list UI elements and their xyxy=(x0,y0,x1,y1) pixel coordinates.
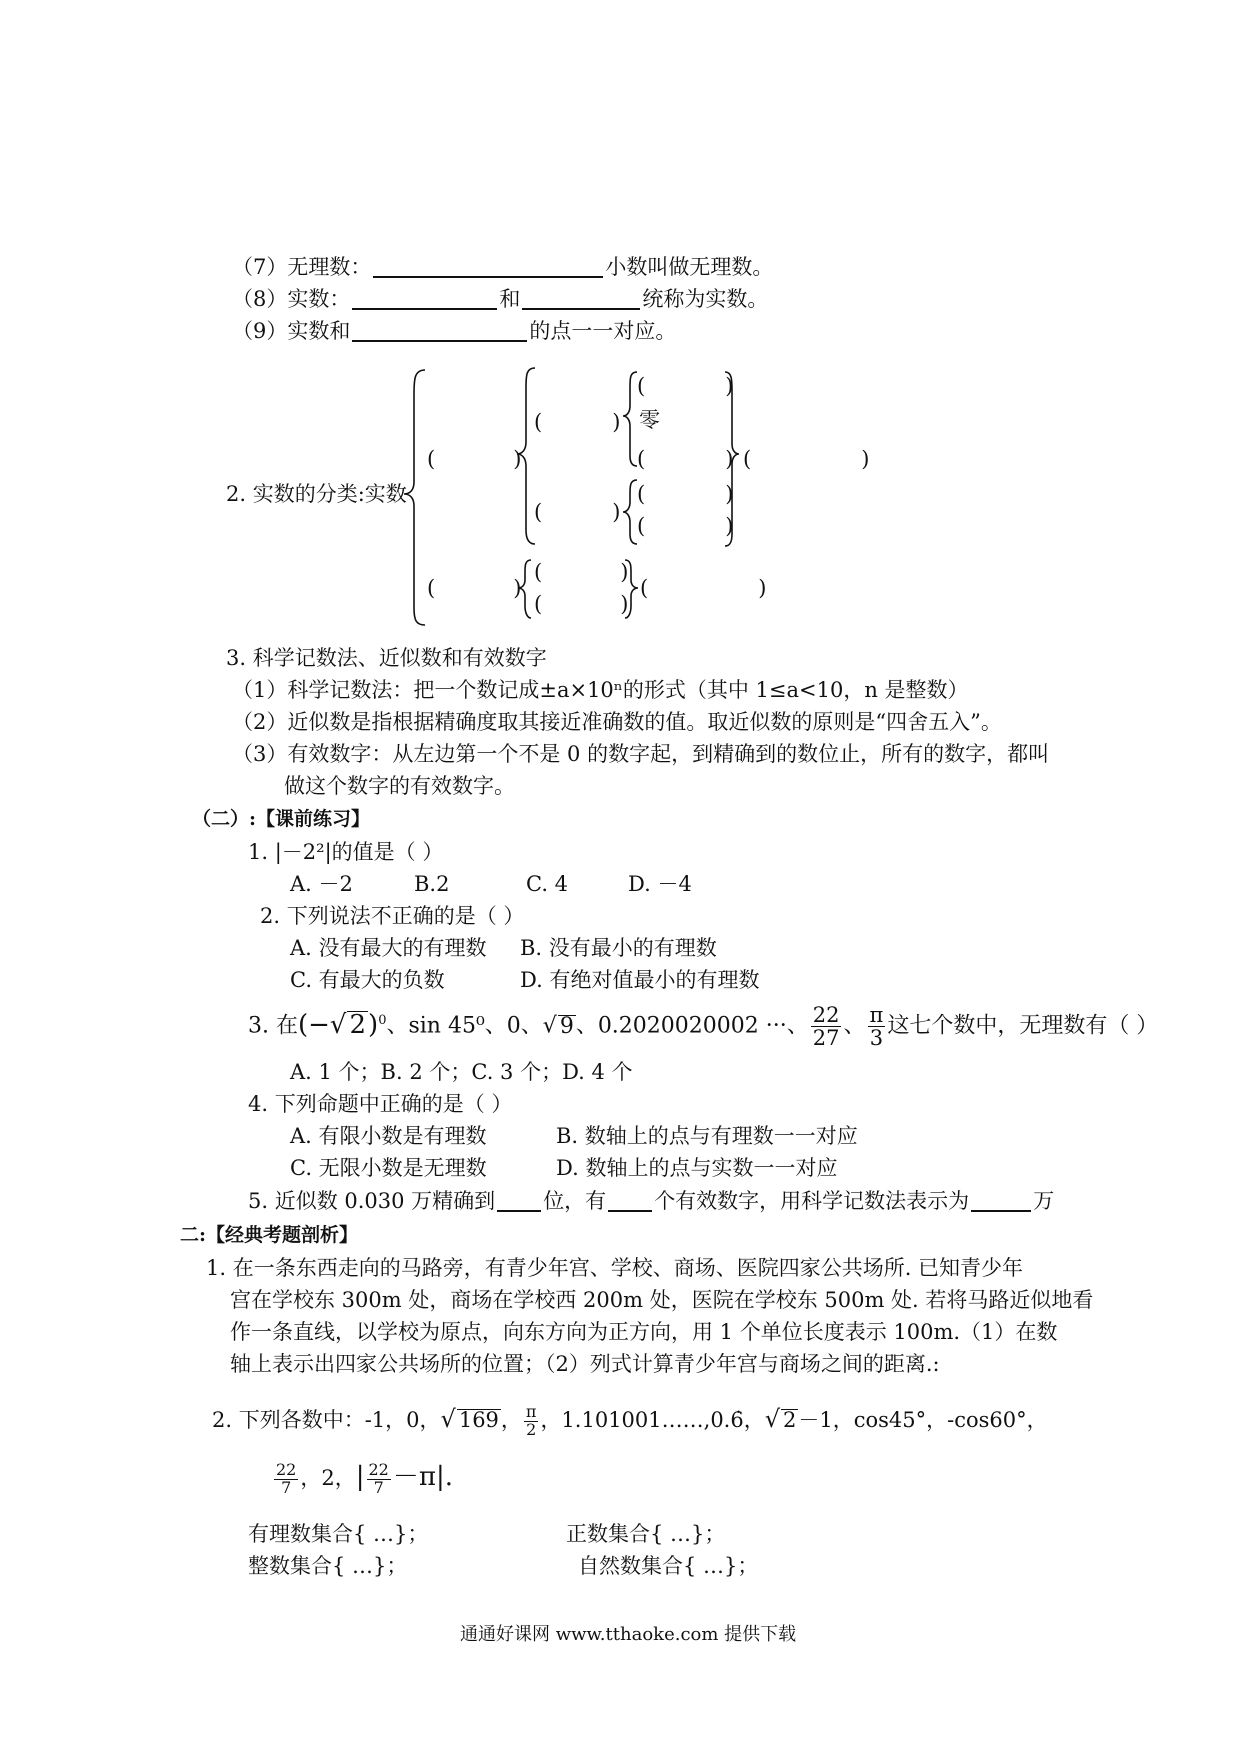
class-positive-paren: ( ) xyxy=(534,410,621,434)
q1-option-c: C. 4 xyxy=(526,872,569,896)
classic-p1-line2: 宫在学校东 300m 处，商场在学校西 200m 处，医院在学校东 500m 处. 若将马路近似地看 xyxy=(230,1288,1094,1312)
blank xyxy=(497,1190,541,1212)
practice-header: （二）:【课前练习】 xyxy=(192,808,371,830)
q4-option-a: A. 有限小数是有理数 xyxy=(290,1124,487,1148)
classic-p1-line3: 作一条直线，以学校为原点，向东方向为正方向，用 1 个单位长度表示 100m.（1）在数 xyxy=(230,1320,1058,1344)
q2-option-c: C. 有最大的负数 xyxy=(290,968,445,992)
class-irrational-paren: ( ) xyxy=(427,576,522,600)
definition-9: （9）实数和 的点一一对应。 xyxy=(232,319,677,343)
definition-8: （8）实数： 和 统称为实数。 xyxy=(232,287,769,311)
q2-option-b: B. 没有最小的有理数 xyxy=(520,936,717,960)
set-integer: 整数集合{ …}； xyxy=(248,1554,408,1578)
sci-title: 3. 科学记数法、近似数和有效数字 xyxy=(226,646,547,670)
set-natural: 自然数集合{ …}； xyxy=(578,1554,759,1578)
classic-p1-line1: 1. 在一条东西走向的马路旁，有青少年宫、学校、商场、医院四家公共场所. 已知青少年 xyxy=(206,1256,1024,1280)
sci-item-3: （3）有效数字：从左边第一个不是 0 的数字起，到精确到的数位止，所有的数字，都叫 xyxy=(232,742,1050,766)
footer-text: 通通好课网 www.tthaoke.com 提供下载 xyxy=(460,1624,797,1645)
set-rational: 有理数集合{ …}； xyxy=(248,1522,429,1546)
set-positive: 正数集合{ …}； xyxy=(566,1522,726,1546)
class-zero: 零 xyxy=(639,408,660,432)
q2-option-a: A. 没有最大的有理数 xyxy=(290,936,487,960)
sci-item-2: （2）近似数是指根据精确度取其接近准确数的值。取近似数的原则是“四舍五入”。 xyxy=(232,710,1002,734)
classification-label: 2. 实数的分类:实数 xyxy=(226,482,407,506)
class-positive-integer-paren: ( ) xyxy=(637,374,734,398)
sci-item-3-cont: 做这个数字的有效数字。 xyxy=(284,774,515,798)
blank xyxy=(971,1190,1031,1212)
sci-item-1: （1）科学记数法：把一个数记成±a×10ⁿ的形式（其中 1≤a<10，n 是整数） xyxy=(232,678,969,702)
q4-stem: 4. 下列命题中正确的是（ ） xyxy=(248,1092,513,1116)
class-irrational-right-paren: ( ) xyxy=(640,576,767,600)
classic-p2-line1: 2. 下列各数中：-1，0，√ 169， $\frac{\pi}{2}$ ，1.101001……,0.6̇，√ 2－1，cos45°，-cos60°， xyxy=(212,1402,1048,1439)
class-negative-integer-paren: ( ) xyxy=(637,482,734,506)
q5-stem: 5. 近似数 0.030 万精确到 位，有 个有效数字，用科学记数法表示为 万 xyxy=(248,1189,1055,1213)
q1-option-b: B.2 xyxy=(414,872,450,896)
class-real-rational-paren: ( ) xyxy=(427,447,522,471)
q3-options: A. 1 个；B. 2 个；C. 3 个；D. 4 个 xyxy=(290,1060,633,1084)
classic-p2-line2: $\frac{22}{7}$ ，2，| $\frac{22}{7}$ －π|. xyxy=(276,1460,453,1497)
classification-braces xyxy=(0,0,1240,640)
classic-header: 二:【经典考题剖析】 xyxy=(180,1224,359,1246)
q2-stem: 2. 下列说法不正确的是（ ） xyxy=(260,904,525,928)
q4-option-c: C. 无限小数是无理数 xyxy=(290,1156,487,1180)
q1-option-d: D. －4 xyxy=(628,872,692,896)
q4-option-b: B. 数轴上的点与有理数一一对应 xyxy=(556,1124,858,1148)
q3-stem: 3. 在(−√ 2)$^0$、sin 45⁰、0、√ 9、0.2020020002 ···、 $\frac{22}{27}$ 、 $\frac{\pi}{3}$ 这七个数中，无理数有（ ） xyxy=(248,1003,1159,1051)
q1-stem: 1. |－2²|的值是（ ） xyxy=(248,840,444,864)
class-negative-paren: ( ) xyxy=(534,500,621,524)
blank xyxy=(608,1190,652,1212)
q2-option-d: D. 有绝对值最小的有理数 xyxy=(520,968,760,992)
class-negative-fraction-paren: ( ) xyxy=(637,514,734,538)
class-irrational-positive-paren: ( ) xyxy=(534,560,629,584)
class-rational-right-paren: ( ) xyxy=(743,447,870,471)
q1-option-a: A. －2 xyxy=(290,872,353,896)
definition-7: （7）无理数： 小数叫做无理数。 xyxy=(232,255,774,279)
class-irrational-negative-paren: ( ) xyxy=(534,592,629,616)
classic-p1-line4: 轴上表示出四家公共场所的位置；（2）列式计算青少年宫与商场之间的距离.: xyxy=(230,1352,940,1376)
class-positive-fraction-paren: ( ) xyxy=(637,447,734,471)
q4-option-d: D. 数轴上的点与实数一一对应 xyxy=(556,1156,838,1180)
